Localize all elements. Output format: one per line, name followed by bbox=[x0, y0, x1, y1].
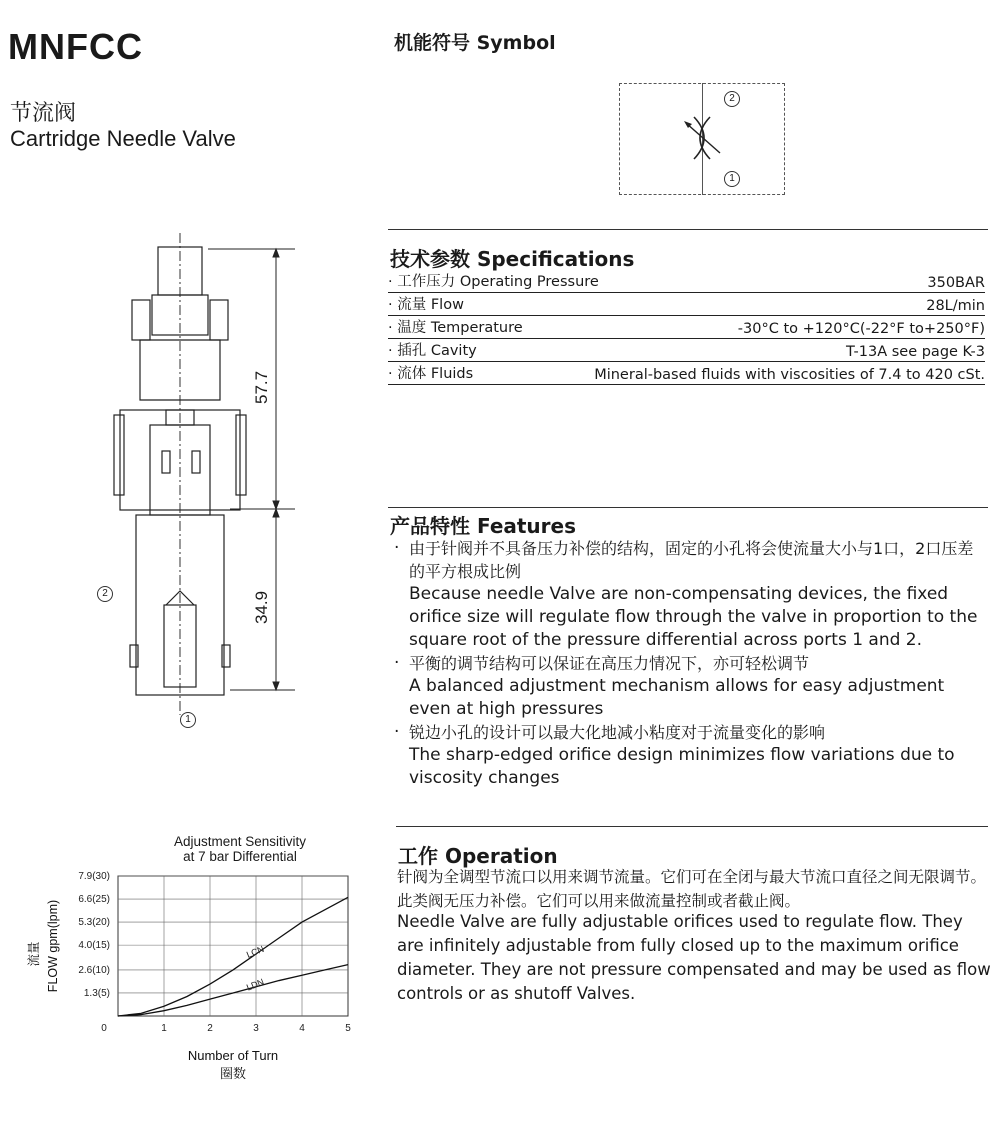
feature-text-en: Because needle Valve are non-compensating devices, the fixed orifice size will regulate flow through the valve in proportion to the square root of the pressure differential across ports 1 and 2. bbox=[409, 584, 978, 650]
y-tick-label: 7.9(30) bbox=[78, 871, 110, 882]
spec-row: · 工作压力 Operating Pressure 350BAR bbox=[388, 270, 985, 293]
series-line-ldn bbox=[118, 965, 348, 1016]
needle-valve-symbol bbox=[680, 115, 726, 161]
spec-top-rule bbox=[388, 229, 988, 230]
symbol-title: 机能符号 Symbol bbox=[394, 32, 556, 54]
operation-text-en: Needle Valve are fully adjustable orifices used to regulate flow. They are infinitely adjustable from fully closed up to the maximum orifice diameter. They are not pressure compensated and may be used as flow controls or as shutoff Valves. bbox=[397, 912, 991, 1003]
y-axis-label: FLOW gpm(lpm) bbox=[46, 899, 60, 993]
x-tick-label: 3 bbox=[253, 1023, 259, 1034]
dimension-upper: 57.7 bbox=[252, 370, 271, 404]
spec-title: 技术参数 Specifications bbox=[390, 247, 635, 271]
feature-text-cn: 由于针阀并不具备压力补偿的结构，固定的小孔将会使流量大小与1口，2口压差的平方根成比例 bbox=[409, 539, 974, 581]
operation-top-rule bbox=[396, 826, 988, 827]
x-axis-label-cn: 圈数 bbox=[219, 1066, 247, 1081]
operation-title: 工作 Operation bbox=[398, 844, 558, 868]
x-tick-label: 1 bbox=[161, 1023, 167, 1034]
drawing-port-1: 1 bbox=[180, 712, 196, 728]
feature-item: · 由于针阀并不具备压力补偿的结构，固定的小孔将会使流量大小与1口，2口压差的平方根成比例 Because needle Valve are non-compensating devices, the fixed orifice size will regulate flow through the valve in proportion to the square root of the pressure differential across ports 1 and 2. bbox=[394, 537, 986, 652]
y-tick-label: 5.3(20) bbox=[78, 917, 110, 929]
product-name-en: Cartridge Needle Valve bbox=[10, 126, 236, 151]
series-line-lcn bbox=[118, 897, 348, 1016]
symbol-port-1: 1 bbox=[724, 171, 740, 187]
x-tick-label: 0 bbox=[101, 1023, 107, 1034]
x-tick-label: 2 bbox=[207, 1023, 213, 1034]
plot-area bbox=[118, 876, 348, 1016]
features-list bbox=[394, 537, 986, 790]
flow-chart bbox=[27, 866, 370, 1086]
y-tick-label: 6.6(25) bbox=[78, 894, 110, 906]
chart-title: Adjustment Sensitivity bbox=[173, 834, 307, 849]
feature-text-en: A balanced adjustment mechanism allows for easy adjustment even at high pressures bbox=[409, 676, 945, 719]
y-tick-label: 1.3(5) bbox=[83, 987, 110, 999]
symbol-port-2: 2 bbox=[724, 91, 740, 107]
dimension-lower: 34.9 bbox=[252, 590, 271, 624]
feature-text-cn: 锐边小孔的设计可以最大化地减小粘度对于流量变化的影响 bbox=[409, 723, 826, 742]
model-code: MNFCC bbox=[8, 26, 143, 67]
features-title: 产品特性 Features bbox=[390, 514, 577, 538]
operation-text-cn: 针阀为全调型节流口以用来调节流量。它们可在全闭与最大节流口直径之间无限调节。此类阀无压力补偿。它们可以用来做流量控制或者截止阀。 bbox=[397, 868, 987, 910]
y-tick-label: 2.6(10) bbox=[78, 964, 110, 976]
chart-title-block bbox=[140, 834, 340, 864]
chart-subtitle: at 7 bar Differential bbox=[183, 849, 297, 864]
x-tick-label: 4 bbox=[299, 1023, 305, 1034]
features-top-rule bbox=[388, 507, 988, 508]
drawing-port-2: 2 bbox=[97, 586, 113, 602]
feature-item: · 平衡的调节结构可以保证在高压力情况下，亦可轻松调节 A balanced adjustment mechanism allows for easy adjustment even at high pressures bbox=[394, 652, 986, 721]
feature-text-cn: 平衡的调节结构可以保证在高压力情况下，亦可轻松调节 bbox=[409, 654, 810, 673]
x-axis-label: Number of Turn bbox=[187, 1048, 279, 1063]
series-label: LCN bbox=[245, 943, 266, 960]
x-tick-label: 5 bbox=[345, 1023, 351, 1034]
spec-row: · 流量 Flow 28L/min bbox=[388, 293, 985, 316]
feature-item: · 锐边小孔的设计可以最大化地减小粘度对于流量变化的影响 The sharp-edged orifice design minimizes flow variations due to viscosity changes bbox=[394, 721, 986, 790]
product-name-cn: 节流阀 bbox=[10, 101, 77, 126]
series-label: LDN bbox=[245, 976, 266, 993]
feature-text-en: The sharp-edged orifice design minimizes flow variations due to viscosity changes bbox=[409, 745, 955, 788]
spec-row: · 插孔 Cavity T-13A see page K-3 bbox=[388, 339, 985, 362]
spec-row: · 流体 Fluids Mineral-based fluids with viscosities of 7.4 to 420 cSt. bbox=[388, 362, 985, 385]
y-axis-label-cn: 流量 bbox=[27, 941, 41, 967]
spec-row: · 温度 Temperature -30°C to +120°C(-22°F to+250°F) bbox=[388, 316, 985, 339]
y-tick-label: 4.0(15) bbox=[78, 940, 110, 952]
valve-cross-section bbox=[100, 225, 320, 725]
